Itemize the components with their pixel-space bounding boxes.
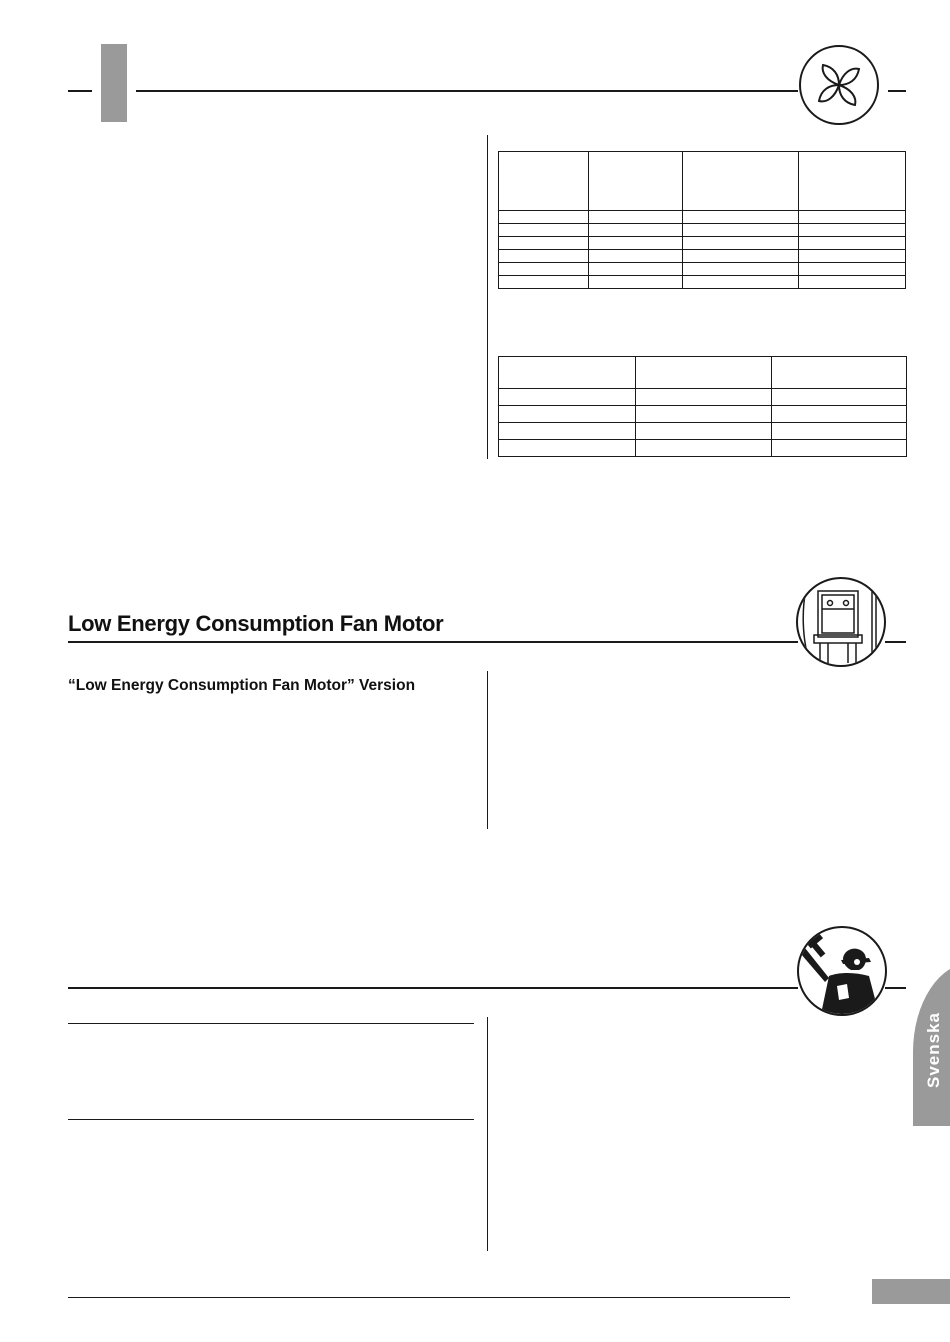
table-row [499,276,906,289]
table-row [499,406,907,423]
technician-icon [797,926,887,1016]
language-tab-label: Svenska [924,1012,943,1088]
table-cell [799,152,906,211]
subsection-rule-2 [68,1119,474,1120]
table-row [499,389,907,406]
section-rule-bottom [68,987,798,989]
column-divider-bottom [487,1017,488,1251]
table-row [499,263,906,276]
table-cell [499,152,589,211]
header-rule [136,90,798,92]
table-row [499,423,907,440]
spec-table-1 [498,151,906,289]
header-marker-block [101,44,127,122]
section-rule-middle-right [885,641,906,643]
table-cell [772,357,907,389]
section-rule-bottom-right [885,987,906,989]
column-divider-middle [487,671,488,829]
header-rule-left [68,90,92,92]
table-cell [589,152,683,211]
table-header-row [499,357,907,389]
table-header-row [499,152,906,211]
table-row [499,440,907,457]
subsection-rule-1 [68,1023,474,1024]
table-cell [499,357,636,389]
page-number-box [872,1279,950,1304]
fan-icon [799,45,879,125]
footer-rule [68,1297,790,1298]
column-divider-top [487,135,488,459]
control-board-icon [796,577,886,667]
table-row [499,224,906,237]
section-rule-middle [68,641,798,643]
subsection-title-fan-motor-version: “Low Energy Consumption Fan Motor” Version [68,677,416,694]
header-rule-right [888,90,906,92]
table-row [499,211,906,224]
table-cell [683,152,799,211]
spec-table-2 [498,356,907,457]
section-title-fan-motor: Low Energy Consumption Fan Motor [68,611,444,636]
table-cell [636,357,772,389]
table-row [499,250,906,263]
table-row [499,237,906,250]
